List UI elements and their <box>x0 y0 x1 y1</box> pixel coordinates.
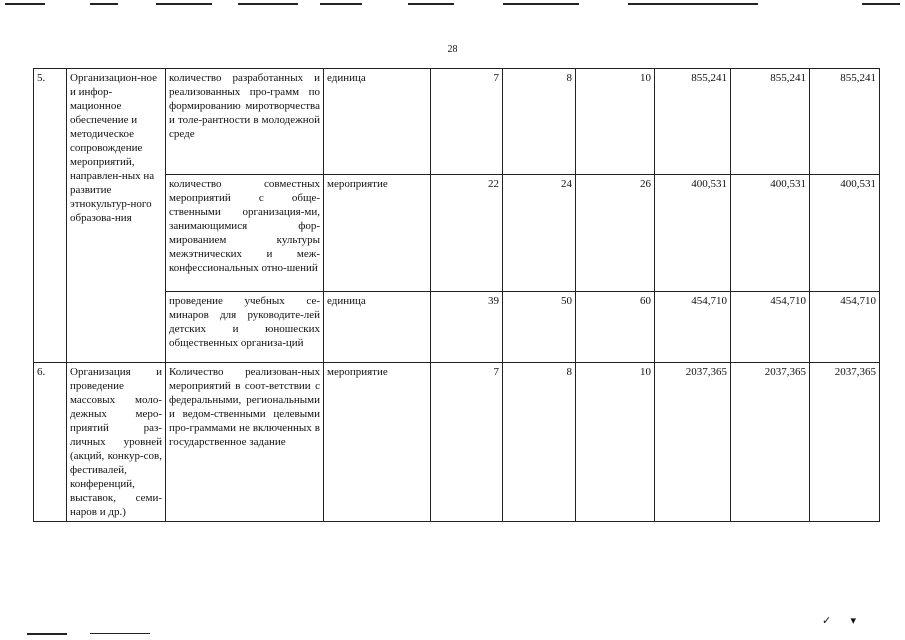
funding-cell: 454,710 <box>655 292 731 363</box>
value-cell: 24 <box>503 175 576 292</box>
scan-marks: ✓ ▾ <box>822 615 856 627</box>
funding-cell: 2037,365 <box>810 363 880 522</box>
funding-cell: 400,531 <box>731 175 810 292</box>
top-rule <box>503 3 579 5</box>
row-number: 6. <box>34 363 67 522</box>
row-number: 5. <box>34 69 67 363</box>
funding-cell: 855,241 <box>810 69 880 175</box>
value-cell: 8 <box>503 69 576 175</box>
value-cell: 10 <box>576 69 655 175</box>
unit-cell: единица <box>324 69 431 175</box>
value-cell: 39 <box>431 292 503 363</box>
top-rule <box>628 3 758 5</box>
indicator-cell: проведение учебных се-минаров для руководите-лей детских и юношеских общественных организа-ций <box>166 292 324 363</box>
value-cell: 8 <box>503 363 576 522</box>
top-rule <box>90 3 118 5</box>
top-rule <box>238 3 298 5</box>
top-rule <box>5 3 45 5</box>
funding-cell: 454,710 <box>810 292 880 363</box>
funding-cell: 454,710 <box>731 292 810 363</box>
top-rule <box>320 3 362 5</box>
value-cell: 26 <box>576 175 655 292</box>
program-table <box>33 68 880 522</box>
indicator-cell: количество совместных мероприятий с обще-ственными организация-ми, занимающимися фор-мированием культуры межэтнических и меж-конфессиональных отно-шений <box>166 175 324 292</box>
value-cell: 60 <box>576 292 655 363</box>
activity-cell: Организацион-ное и инфор-мационное обеспечение и методическое сопровождение мероприятий, направлен-ных на развитие этнокультур-ного образова-ния <box>67 69 166 363</box>
funding-cell: 400,531 <box>655 175 731 292</box>
funding-cell: 855,241 <box>731 69 810 175</box>
unit-cell: мероприятие <box>324 363 431 522</box>
top-rule <box>156 3 212 5</box>
table-row <box>34 363 880 522</box>
value-cell: 10 <box>576 363 655 522</box>
funding-cell: 855,241 <box>655 69 731 175</box>
unit-cell: единица <box>324 292 431 363</box>
bottom-rule <box>90 633 150 634</box>
bottom-rule <box>27 633 67 635</box>
top-rule <box>408 3 454 5</box>
top-rule <box>862 3 900 5</box>
table-row <box>34 69 880 175</box>
value-cell: 50 <box>503 292 576 363</box>
funding-cell: 400,531 <box>810 175 880 292</box>
value-cell: 22 <box>431 175 503 292</box>
indicator-cell: количество разработанных и реализованных про-грамм по формированию миротворчества и толе-рантности в молодежной среде <box>166 69 324 175</box>
activity-cell: Организация и проведение массовых моло-дежных меро-приятий раз-личных уровней (акций, конкур-сов, фестивалей, конференций, выставок, семи-наров и др.) <box>67 363 166 522</box>
indicator-cell: Количество реализован-ных мероприятий в соот-ветствии с федеральными, региональными и ведом-ственными целевыми про-граммами не включенных в государственное задание <box>166 363 324 522</box>
value-cell: 7 <box>431 363 503 522</box>
funding-cell: 2037,365 <box>731 363 810 522</box>
page-number: 28 <box>447 44 458 55</box>
unit-cell: мероприятие <box>324 175 431 292</box>
value-cell: 7 <box>431 69 503 175</box>
funding-cell: 2037,365 <box>655 363 731 522</box>
